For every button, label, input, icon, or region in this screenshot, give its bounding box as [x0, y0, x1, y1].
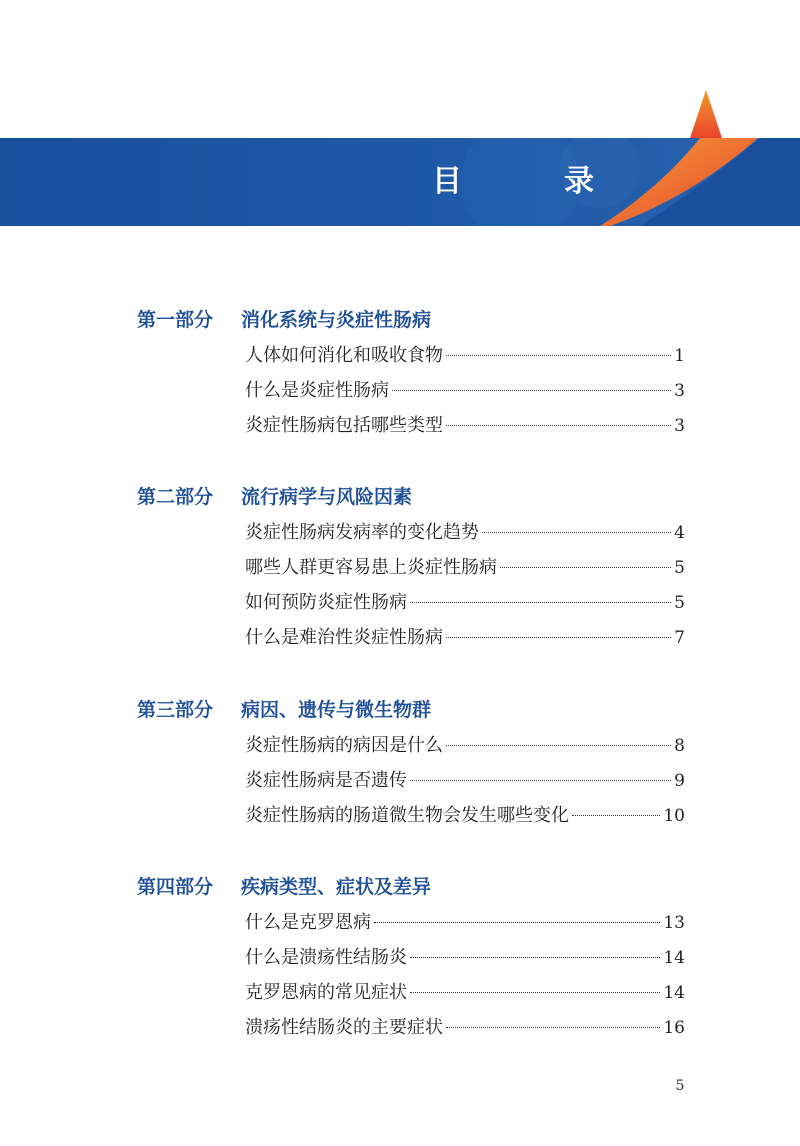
- entry-title: 炎症性肠病包括哪些类型: [245, 415, 443, 436]
- toc-entry[interactable]: [245, 944, 685, 972]
- toc-entry[interactable]: [245, 589, 685, 617]
- entry-page: 3: [674, 381, 685, 401]
- dot-leader: [446, 1027, 660, 1028]
- dot-leader: [446, 355, 671, 356]
- part-number: 第一部分: [137, 309, 214, 331]
- entry-title: 溃疡性结肠炎的主要症状: [245, 1017, 443, 1038]
- page-number: 5: [675, 1078, 685, 1094]
- entry-page: 9: [674, 771, 685, 791]
- entry-page: 5: [674, 593, 685, 613]
- entry-page: 16: [663, 1018, 685, 1038]
- entry-title: 什么是炎症性肠病: [245, 380, 389, 401]
- entry-title: 克罗恩病的常见症状: [245, 982, 407, 1003]
- entry-title: 炎症性肠病是否遗传: [245, 770, 407, 791]
- entry-page: 8: [674, 736, 685, 756]
- dot-leader: [482, 532, 671, 533]
- part-title: 病因、遗传与微生物群: [241, 699, 432, 721]
- dot-leader: [392, 390, 671, 391]
- part-heading: [137, 483, 412, 511]
- entry-title: 哪些人群更容易患上炎症性肠病: [245, 557, 497, 578]
- toc-entry[interactable]: [245, 979, 685, 1007]
- toc-entry[interactable]: [245, 732, 685, 760]
- dot-leader: [572, 815, 660, 816]
- entry-page: 5: [674, 558, 685, 578]
- dot-leader: [500, 567, 671, 568]
- entry-title: 什么是难治性炎症性肠病: [245, 627, 443, 648]
- dot-leader: [410, 957, 660, 958]
- part-heading: [137, 696, 431, 724]
- dot-leader: [446, 425, 671, 426]
- entry-page: 1: [674, 346, 685, 366]
- part-title: 流行病学与风险因素: [241, 486, 413, 508]
- part-number: 第二部分: [137, 486, 214, 508]
- dot-leader: [374, 922, 660, 923]
- toc-entry[interactable]: [245, 519, 685, 547]
- toc-entry[interactable]: [245, 377, 685, 405]
- part-title: 消化系统与炎症性肠病: [241, 309, 432, 331]
- toc-entry[interactable]: [245, 342, 685, 370]
- dot-leader: [410, 780, 671, 781]
- part-heading: [137, 306, 431, 334]
- entry-title: 炎症性肠病的病因是什么: [245, 735, 443, 756]
- entry-page: 3: [674, 416, 685, 436]
- dot-leader: [446, 637, 671, 638]
- entry-title: 什么是克罗恩病: [245, 912, 371, 933]
- entry-page: 10: [663, 806, 685, 826]
- entry-page: 14: [663, 983, 685, 1003]
- toc-entry[interactable]: [245, 767, 685, 795]
- part-number: 第四部分: [137, 876, 214, 898]
- entry-page: 13: [663, 913, 685, 933]
- part-number: 第三部分: [137, 699, 214, 721]
- flame-decoration-icon: [688, 90, 724, 140]
- entry-title: 什么是溃疡性结肠炎: [245, 947, 407, 968]
- part-heading: [137, 873, 431, 901]
- entry-title: 炎症性肠病的肠道微生物会发生哪些变化: [245, 805, 569, 826]
- dot-leader: [446, 745, 671, 746]
- entry-title: 炎症性肠病发病率的变化趋势: [245, 522, 479, 543]
- page-title: 目 录: [432, 164, 630, 199]
- entry-page: 14: [663, 948, 685, 968]
- entry-page: 4: [674, 523, 685, 543]
- part-title: 疾病类型、症状及差异: [241, 876, 432, 898]
- entry-title: 人体如何消化和吸收食物: [245, 345, 443, 366]
- toc-entry[interactable]: [245, 412, 685, 440]
- entry-page: 7: [674, 628, 685, 648]
- toc-entry[interactable]: [245, 909, 685, 937]
- toc-entry[interactable]: [245, 624, 685, 652]
- toc-entry[interactable]: [245, 802, 685, 830]
- dot-leader: [410, 602, 671, 603]
- entry-title: 如何预防炎症性肠病: [245, 592, 407, 613]
- title-banner: [0, 138, 800, 226]
- dot-leader: [410, 992, 660, 993]
- toc-entry[interactable]: [245, 1014, 685, 1042]
- toc-entry[interactable]: [245, 554, 685, 582]
